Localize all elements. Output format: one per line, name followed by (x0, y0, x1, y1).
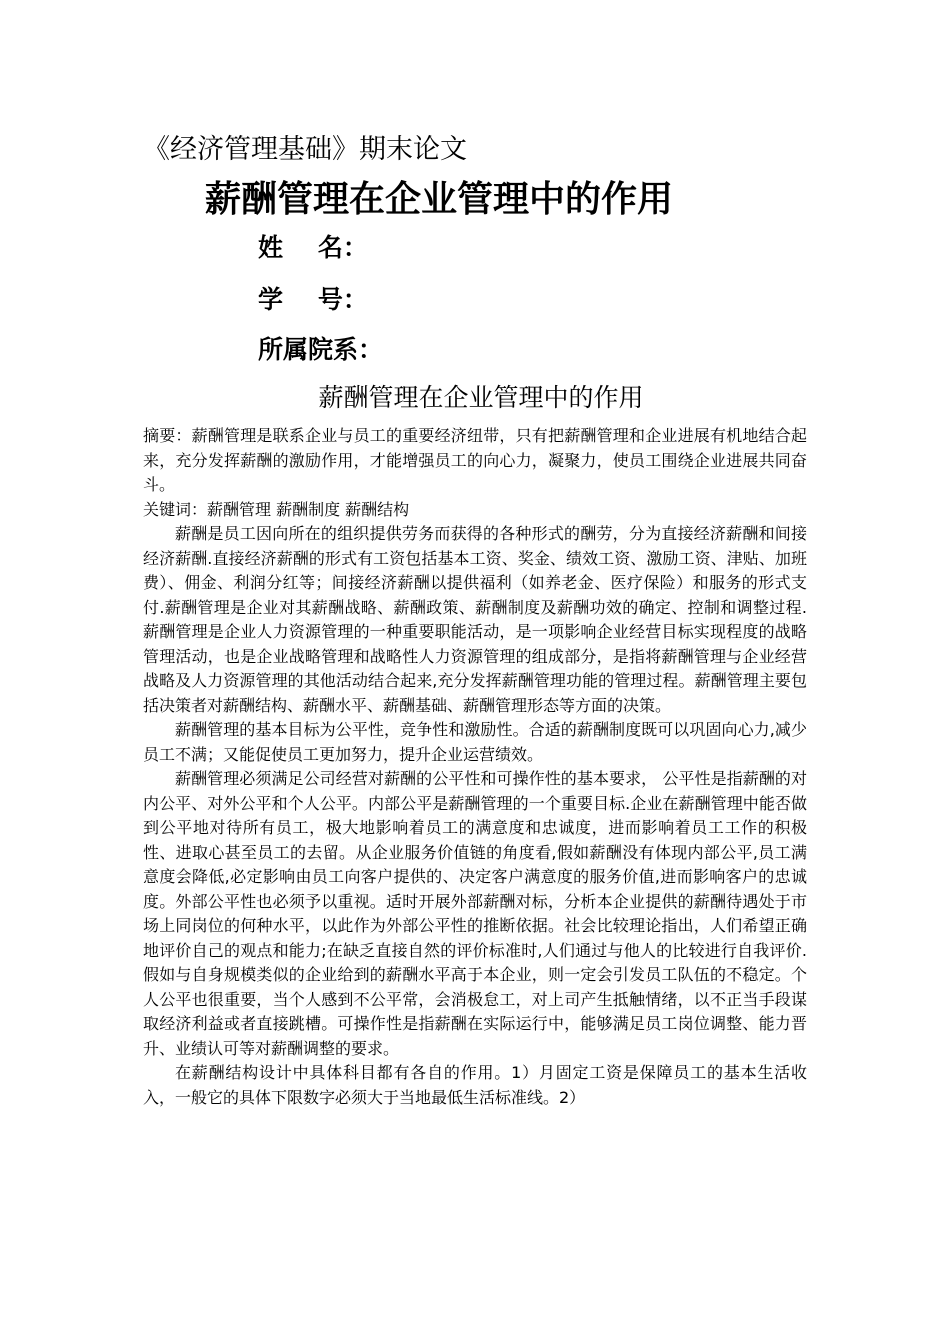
body-paragraph-2: 薪酬管理的基本目标为公平性，竞争性和激励性。合适的薪酬制度既可以巩固向心力,减少员工不满；又能促使员工更加努力，提升企业运营绩效。 (143, 720, 807, 764)
main-title: 薪酬管理在企业管理中的作用 (205, 179, 674, 220)
body-paragraph-1: 薪酬是员工因向所在的组织提供劳务而获得的各种形式的酬劳，分为直接经济薪酬和间接经济薪酬.直接经济薪酬的形式有工资包括基本工资、奖金、绩效工资、激励工资、津贴、加班费）、佣金、利润分红等；间接经济薪酬以提供福利（如养老金、医疗保险）和服务的形式支付.薪酬管理是企业对其薪酬战略、薪酬政策、薪酬制度及薪酬功效的确定、控制和调整过程.薪酬管理是企业人力资源管理的一种重要职能活动，是一项影响企业经营目标实现程度的战略管理活动，也是企业战略管理和战略性人力资源管理的组成部分，是指将薪酬管理与企业经营战略及人力资源管理的其他活动结合起来,充分发挥薪酬管理功能的管理过程。薪酬管理主要包括决策者对薪酬结构、薪酬水平、薪酬基础、薪酬管理形态等方面的决策。 (143, 524, 807, 715)
body-paragraph-3: 薪酬管理必须满足公司经营对薪酬的公平性和可操作性的基本要求， 公平性是指薪酬的对内公平、对外公平和个人公平。内部公平是薪酬管理的一个重要目标.企业在薪酬管理中能否做到公平地对待所有员工，极大地影响着员工的满意度和忠诚度，进而影响着员工工作的积极性、进取心甚至员工的去留。从企业服务价值链的角度看,假如薪酬没有体现内部公平,员工满意度会降低,必定影响由员工向客户提供的、决定客户满意度的服务价值,进而影响客户的忠诚度。外部公平性也必须予以重视。适时开展外部薪酬对标，分析本企业提供的薪酬待遇处于市场上同岗位的何种水平，以此作为外部公平性的推断依据。社会比较理论指出，人们希望正确地评价自己的观点和能力;在缺乏直接自然的评价标准时,人们通过与他人的比较进行自我评价.假如与自身规模类似的企业给到的薪酬水平高于本企业，则一定会引发员工队伍的不稳定。个人公平也很重要，当个人感到不公平常，会消极怠工，对上司产生抵触情绪，以不正当手段谋取经济利益或者直接跳槽。可操作性是指薪酬在实际运行中，能够满足员工岗位调整、能力晋升、业绩认可等对薪酬调整的要求。 (143, 769, 807, 1058)
article-body (143, 424, 807, 1110)
body-paragraph-4: 在薪酬结构设计中具体科目都有各自的作用。1）月固定工资是保障员工的基本生活收入，一般它的具体下限数字必须大于当地最低生活标准线。2） (143, 1063, 807, 1107)
keywords-line: 关键词：薪酬管理 薪酬制度 薪酬结构 (143, 499, 410, 519)
student-id-label: 学 号： (258, 285, 368, 314)
course-title: 《经济管理基础》期末论文 (143, 134, 467, 165)
department-label: 所属院系： (258, 335, 384, 364)
abstract-paragraph: 摘要：薪酬管理是联系企业与员工的重要经济纽带，只有把薪酬管理和企业进展有机地结合起来，充分发挥薪酬的激励作用，才能增强员工的向心力，凝聚力，使员工围绕企业进展共同奋斗。 (143, 426, 807, 494)
article-title: 薪酬管理在企业管理中的作用 (318, 383, 644, 412)
name-label: 姓 名： (258, 233, 368, 262)
